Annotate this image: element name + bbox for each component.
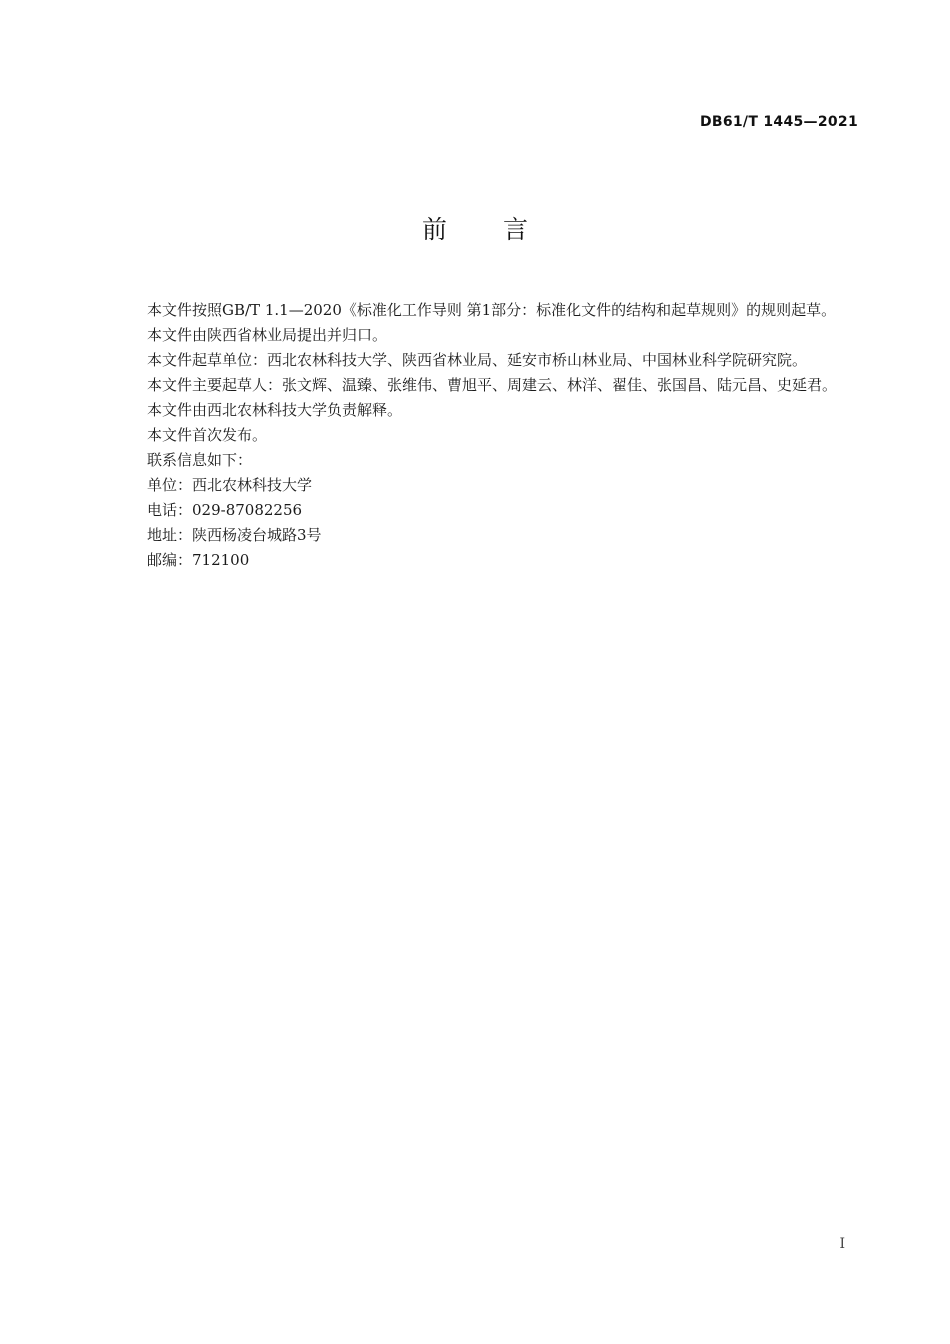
contact-unit: 单位：西北农林科技大学 [147, 476, 313, 494]
contact-address: 地址：陕西杨凌台城路3号 [147, 526, 322, 544]
contact-postcode: 邮编：712100 [147, 551, 250, 569]
standard-code: DB61/T 1445—2021 [699, 114, 858, 130]
page-number: I [839, 1236, 845, 1252]
paragraph-first-release: 本文件首次发布。 [147, 426, 268, 444]
contact-phone: 电话：029-87082256 [147, 501, 303, 519]
paragraph-proposer: 本文件由陕西省林业局提出并归口。 [147, 326, 388, 344]
paragraph-drafters: 本文件主要起草人：张文辉、温臻、张维伟、曹旭平、周建云、林洋、翟佳、张国昌、陆元昌、史延君。 [147, 376, 838, 394]
paragraph-interpretation: 本文件由西北农林科技大学负责解释。 [147, 401, 403, 419]
foreword-body [114, 298, 860, 573]
paragraph-drafting-units: 本文件起草单位：西北农林科技大学、陕西省林业局、延安市桥山林业局、中国林业科学院研究院。 [147, 351, 808, 369]
page-title: 前言 [421, 215, 584, 244]
paragraph-drafting-rules: 本文件按照GB/T 1.1—2020《标准化工作导则 第1部分：标准化文件的结构和起草规则》的规则起草。 [147, 301, 837, 319]
paragraph-contact-heading: 联系信息如下： [147, 451, 253, 469]
